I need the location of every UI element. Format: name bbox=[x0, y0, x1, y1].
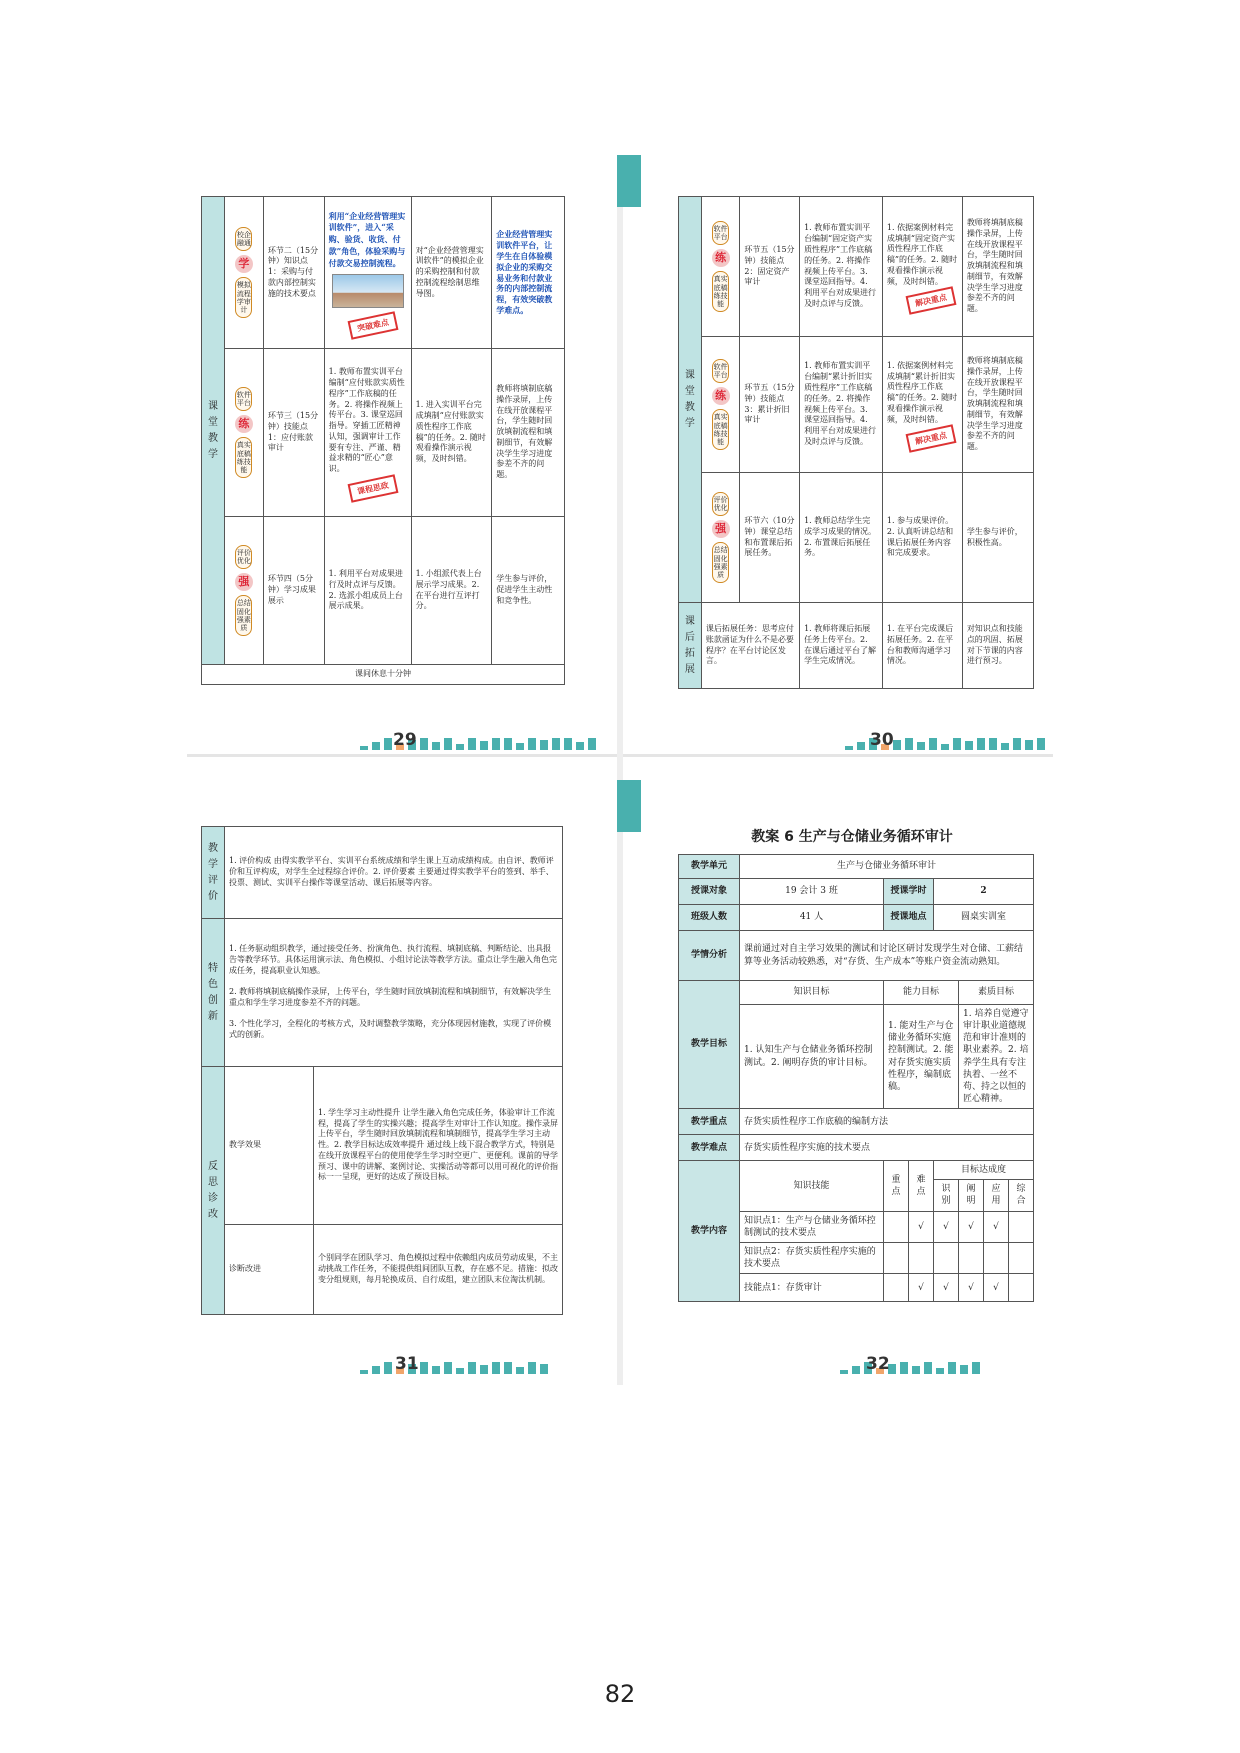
goal-header: 知识目标 bbox=[740, 981, 884, 1005]
mark-cell bbox=[984, 1242, 1009, 1273]
eval-label-cell bbox=[202, 827, 225, 919]
phase-sub: 总结固化强素质 bbox=[235, 595, 252, 635]
mark-cell: √ bbox=[909, 1274, 934, 1302]
key-value: 存货实质性程序工作底稿的编制方法 bbox=[740, 1109, 1034, 1135]
design-intent-cell: 学生参与评价，积极性高。 bbox=[962, 473, 1033, 603]
category-label: 课堂教学 bbox=[684, 369, 695, 429]
place-label: 授课地点 bbox=[884, 905, 934, 931]
step-cell: 环节三（15分钟）技能点1：应付账款审计 bbox=[263, 349, 324, 517]
feature-item: 1. 任务驱动组织教学，通过接受任务、扮演角色、执行流程、填制底稿、判断结论、出具报告等教学环节。具体运用演示法、角色模拟、小组讨论法等教学方法。重点让学生融入角色完成任务，提高职业认知感。 bbox=[229, 943, 557, 975]
content-label: 教学内容 bbox=[679, 1161, 740, 1302]
phase-pill: 软件平台 bbox=[712, 359, 729, 383]
improve-text: 个别同学在团队学习、角色模拟过程中依赖组内成员劳动成果，不主动挑战工作任务，不能提供组间团队互教，存在感不足。措施：拟改变分组规则，每月轮换成员、自行成组，建立团队末位淘汰机制。 bbox=[314, 1225, 563, 1315]
goals-label: 教学目标 bbox=[679, 981, 740, 1109]
step-cell: 环节五（15分钟）技能点2：固定资产审计 bbox=[740, 197, 800, 337]
page-divider-left bbox=[187, 754, 617, 757]
phase-sub: 真实底稿练技能 bbox=[712, 409, 729, 449]
mark-cell: √ bbox=[934, 1274, 959, 1302]
student-activity-cell: 1. 在平台完成课后拓展任务。2. 在平台和教师沟通学习情况。 bbox=[882, 603, 962, 689]
reflect-label: 反思诊改 bbox=[208, 1160, 218, 1220]
phase-pill: 软件平台 bbox=[712, 221, 729, 245]
teacher-activity-cell: 1. 教师布置实训平台编制“累计折旧实质性程序”工作底稿的任务。2. 将操作视频上传平台。3. 课堂巡回指导。4. 利用平台对成果进行及时点评与反馈。 bbox=[800, 337, 883, 473]
page30-table bbox=[678, 196, 1034, 689]
page29-table bbox=[201, 196, 565, 685]
diff-value: 存货实质性程序实施的技术要点 bbox=[740, 1135, 1034, 1161]
level-sub-header: 阐明 bbox=[959, 1180, 984, 1211]
page-tab-top bbox=[617, 155, 641, 207]
feature-cell bbox=[225, 919, 563, 1067]
category-cell bbox=[679, 197, 702, 603]
effect-label: 教学效果 bbox=[225, 1067, 314, 1225]
hours-label: 授课学时 bbox=[884, 879, 934, 905]
page-tab-bottom bbox=[617, 780, 641, 832]
level-sub-header: 应用 bbox=[984, 1180, 1009, 1211]
goal-value: 1. 能对生产与仓储业务循环实施控制测试。2. 能对存货实施实质性程序，编制底稿。 bbox=[884, 1005, 959, 1109]
feature-item: 3. 个性化学习，全程化的考核方式，及时调整教学策略，充分体现因材施教，实现了评价模式的创新。 bbox=[229, 1019, 552, 1040]
lesson-title: 教案 6 生产与仓储业务循环审计 bbox=[751, 829, 953, 845]
book-spine bbox=[617, 155, 623, 1385]
level-header: 目标达成度 bbox=[934, 1161, 1034, 1180]
phase-cell bbox=[224, 517, 263, 665]
phase-badge: 强 bbox=[235, 573, 253, 591]
skill-header: 知识技能 bbox=[740, 1161, 884, 1211]
student-activity-cell: 1. 进入实训平台完成填制“应付账款实质性程序工作底稿”的任务。2. 随时观看操作演示视频，及时纠错。 bbox=[411, 349, 492, 517]
phase-cell bbox=[224, 349, 263, 517]
step-cell: 环节二（15分钟）知识点1：采购与付款内部控制实施的技术要点 bbox=[263, 197, 324, 349]
phase-sub: 总结固化强素质 bbox=[712, 542, 729, 582]
phase-sub: 真实底稿练技能 bbox=[235, 437, 252, 477]
place-value: 圆桌实训室 bbox=[934, 905, 1034, 931]
goal-value: 1. 认知生产与仓储业务循环控制测试。2. 阐明存货的审计目标。 bbox=[740, 1005, 884, 1109]
page-number: 29 bbox=[393, 730, 417, 750]
diff-header: 难点 bbox=[909, 1161, 934, 1211]
content-row-name: 知识点1：生产与仓储业务循环控制测试的技术要点 bbox=[740, 1211, 884, 1242]
feature-item: 2. 教师将填制底稿操作录屏，上传平台，学生随时回放填制流程和填制细节，有效解决学生重点和学生学习进度参差不齐的问题。 bbox=[229, 987, 552, 1007]
goal-value: 1. 培养自觉遵守审计职业道德规范和审计准则的职业素养。2. 培养学生具有专注执着、一丝不苟、持之以恒的匠心精神。 bbox=[959, 1005, 1034, 1109]
phase-sub: 真实底稿练技能 bbox=[712, 271, 729, 311]
analysis-value: 课前通过对自主学习效果的测试和讨论区研讨发现学生对仓储、工薪结算等业务活动较熟悉，对“存货、生产成本”等账户资金流动熟知。 bbox=[740, 931, 1034, 981]
highlight-stamp: 解决重点 bbox=[905, 425, 956, 453]
page-deco bbox=[840, 1362, 980, 1374]
activity-text: 1. 教师布置实训平台编制“应付账款实质性程序”工作底稿的任务。2. 将操作视频上传平台。3. 课堂巡回指导。穿插工匠精神认知，强调审计工作要有专注、严谨、精益求精的“匠心”意识。 bbox=[328, 367, 405, 474]
category-label: 课堂教学 bbox=[207, 400, 218, 460]
rest-note: 课间休息十分钟 bbox=[202, 665, 565, 685]
unit-label: 教学单元 bbox=[679, 855, 740, 879]
activity-text: 1. 依据案例材料完成填制“累计折旧实质性程序工作底稿”的任务。2. 随时观看操作演示视频，及时纠错。 bbox=[886, 360, 958, 424]
mark-cell: √ bbox=[909, 1211, 934, 1242]
goal-header: 能力目标 bbox=[884, 981, 959, 1005]
mark-cell bbox=[909, 1242, 934, 1273]
mark-cell bbox=[884, 1242, 909, 1273]
design-intent-cell: 对知识点和技能点的巩固、拓展对下节课的内容进行预习。 bbox=[962, 603, 1033, 689]
phase-badge: 练 bbox=[235, 415, 253, 433]
eval-text: 1. 评价构成 由得实教学平台、实训平台系统成绩和学生课上互动成绩构成。由自评、教师评价和互评构成，对学生全过程综合评价。2. 评价要素 主要通过得实教学平台的签到、举手、投票、测试、实训平台操作等课堂活动、课后拓展等内容。 bbox=[225, 827, 563, 919]
phase-cell bbox=[701, 337, 740, 473]
category-cell bbox=[202, 197, 225, 665]
reflect-label-cell bbox=[202, 1067, 225, 1315]
campus-photo bbox=[332, 274, 404, 308]
teacher-activity-cell: 1. 教师总结学生完成学习成果的情况。2. 布置课后拓展任务。 bbox=[800, 473, 883, 603]
hours-value: 2 bbox=[934, 879, 1034, 905]
page31-table bbox=[201, 826, 563, 1315]
student-activity-cell bbox=[882, 197, 962, 337]
highlight-stamp: 突破难点 bbox=[347, 311, 398, 339]
mark-cell bbox=[934, 1242, 959, 1273]
design-intent-cell: 教师将填制底稿操作录屏，上传在线开放课程平台，学生随时回放填制流程和填制细节，有效解决学生学习进度参差不齐的问题。 bbox=[962, 337, 1033, 473]
key-header: 重点 bbox=[884, 1161, 909, 1211]
goal-header: 素质目标 bbox=[959, 981, 1034, 1005]
key-label: 教学重点 bbox=[679, 1109, 740, 1135]
count-label: 班级人数 bbox=[679, 905, 740, 931]
activity-text: 1. 依据案例材料完成填制“固定资产实质性程序工作底稿”的任务。2. 随时观看操作演示视频，及时纠错。 bbox=[886, 222, 958, 286]
target-label: 授课对象 bbox=[679, 879, 740, 905]
page-deco bbox=[360, 1362, 548, 1374]
step-cell: 环节六（10分钟）课堂总结和布置课后拓展任务。 bbox=[740, 473, 800, 603]
diff-label: 教学难点 bbox=[679, 1135, 740, 1161]
content-row-name: 知识点2：存货实质性程序实施的技术要点 bbox=[740, 1242, 884, 1273]
teacher-activity-cell: 1. 利用平台对成果进行及时点评与反馈。2. 选派小组成员上台展示成果。 bbox=[324, 517, 411, 665]
student-activity-cell: 1. 小组派代表上台展示学习成果。2. 在平台进行互评打分。 bbox=[411, 517, 492, 665]
mark-cell bbox=[1009, 1211, 1034, 1242]
page-divider-right bbox=[623, 754, 1053, 757]
feature-label-cell bbox=[202, 919, 225, 1067]
page-number: 32 bbox=[866, 1354, 890, 1374]
step-cell: 课后拓展任务：思考应付账款函证为什么不是必要程序？在平台讨论区发言。 bbox=[701, 603, 799, 689]
effect-text: 1. 学生学习主动性提升 让学生融入角色完成任务，体验审计工作流程，提高了学生的实操兴趣；提高学生对审计工作认知度。操作录屏上传平台，学生随时回放填制流程和填制细节，提高学生学习主动性。2. 教学目标达成效率提升 通过线上线下混合教学方式，特别是在线开放课程平台的使用使学生学习时空更广、更便利。课前的导学预习、课中的讲解、案例讨论、实操活动等都可以用可视化的评价指标一一呈现，更好的达成了预设目标。 bbox=[314, 1067, 563, 1225]
category-cell bbox=[679, 603, 702, 689]
design-intent-cell: 教师将填制底稿操作录屏，上传在线开放课程平台，学生随时回放填制流程和填制细节，有效解决学生学习进度参差不齐的问题。 bbox=[492, 349, 565, 517]
category-label: 课后拓展 bbox=[684, 615, 695, 675]
page-number: 31 bbox=[395, 1354, 419, 1374]
activity-text: 利用“企业经营管理实训软件”，进入“采购、验货、收货、付款”角色，体验采购与付款交易控制流程。 bbox=[328, 210, 406, 268]
teacher-activity-cell: 1. 教师布置实训平台编制“固定资产实质性程序”工作底稿的任务。2. 将操作视频上传平台。3. 课堂巡回指导。4. 利用平台对成果进行及时点评与反馈。 bbox=[800, 197, 883, 337]
teacher-activity-cell bbox=[324, 349, 411, 517]
level-sub-header: 综合 bbox=[1009, 1180, 1034, 1211]
student-activity-cell bbox=[882, 337, 962, 473]
phase-pill: 评价优化 bbox=[235, 545, 252, 569]
phase-cell bbox=[224, 197, 263, 349]
document-page-number: 82 bbox=[604, 1680, 636, 1708]
phase-badge: 练 bbox=[712, 387, 730, 405]
mark-cell: √ bbox=[934, 1211, 959, 1242]
mark-cell bbox=[884, 1274, 909, 1302]
phase-sub: 模拟流程学审计 bbox=[235, 277, 252, 317]
page-number: 30 bbox=[870, 730, 894, 750]
mark-cell bbox=[1009, 1274, 1034, 1302]
student-activity-cell: 对“企业经营管理实训软件”的模拟企业的采购控制和付款控制流程绘制思维导图。 bbox=[411, 197, 492, 349]
target-value: 19 会计 3 班 bbox=[740, 879, 884, 905]
design-intent-cell: 学生参与评价，促进学生主动性和竞争性。 bbox=[492, 517, 565, 665]
phase-pill: 评价优化 bbox=[712, 492, 729, 516]
highlight-stamp: 课程思政 bbox=[347, 474, 398, 502]
phase-badge: 强 bbox=[712, 520, 730, 538]
design-intent-cell: 企业经营管理实训软件平台，让学生在自体验模拟企业的采购交易业务和付款业务的内部控制流程，有效突破教学难点。 bbox=[492, 197, 565, 349]
phase-badge: 学 bbox=[235, 255, 253, 273]
mark-cell: √ bbox=[959, 1274, 984, 1302]
page32-table bbox=[678, 854, 1034, 1302]
mark-cell bbox=[884, 1211, 909, 1242]
mark-cell: √ bbox=[959, 1211, 984, 1242]
teacher-activity-cell: 1. 教师将课后拓展任务上传平台。2. 在课后通过平台了解学生完成情况。 bbox=[800, 603, 883, 689]
step-cell: 环节四（5分钟）学习成果展示 bbox=[263, 517, 324, 665]
mark-cell bbox=[959, 1242, 984, 1273]
feature-label: 特色创新 bbox=[208, 962, 218, 1022]
mark-cell: √ bbox=[984, 1211, 1009, 1242]
highlight-stamp: 解决重点 bbox=[905, 287, 956, 315]
unit-value: 生产与仓储业务循环审计 bbox=[740, 855, 1034, 879]
phase-pill: 软件平台 bbox=[235, 387, 252, 411]
count-value: 41 人 bbox=[740, 905, 884, 931]
eval-label: 教学评价 bbox=[208, 842, 218, 902]
phase-cell bbox=[701, 473, 740, 603]
phase-badge: 练 bbox=[712, 249, 730, 267]
step-cell: 环节五（15分钟）技能点3：累计折旧审计 bbox=[740, 337, 800, 473]
phase-cell bbox=[701, 197, 740, 337]
mark-cell bbox=[1009, 1242, 1034, 1273]
level-sub-header: 识别 bbox=[934, 1180, 959, 1211]
phase-pill: 校企融通 bbox=[235, 227, 252, 251]
improve-label: 诊断改进 bbox=[225, 1225, 314, 1315]
mark-cell: √ bbox=[984, 1274, 1009, 1302]
analysis-label: 学情分析 bbox=[679, 931, 740, 981]
teacher-activity-cell bbox=[324, 197, 411, 349]
design-intent-cell: 教师将填制底稿操作录屏，上传在线开放课程平台，学生随时回放填制流程和填制细节，有效解决学生学习进度参差不齐的问题。 bbox=[962, 197, 1033, 337]
student-activity-cell: 1. 参与成果评价。2. 认真听讲总结和课后拓展任务内容和完成要求。 bbox=[882, 473, 962, 603]
content-row-name: 技能点1：存货审计 bbox=[740, 1274, 884, 1302]
